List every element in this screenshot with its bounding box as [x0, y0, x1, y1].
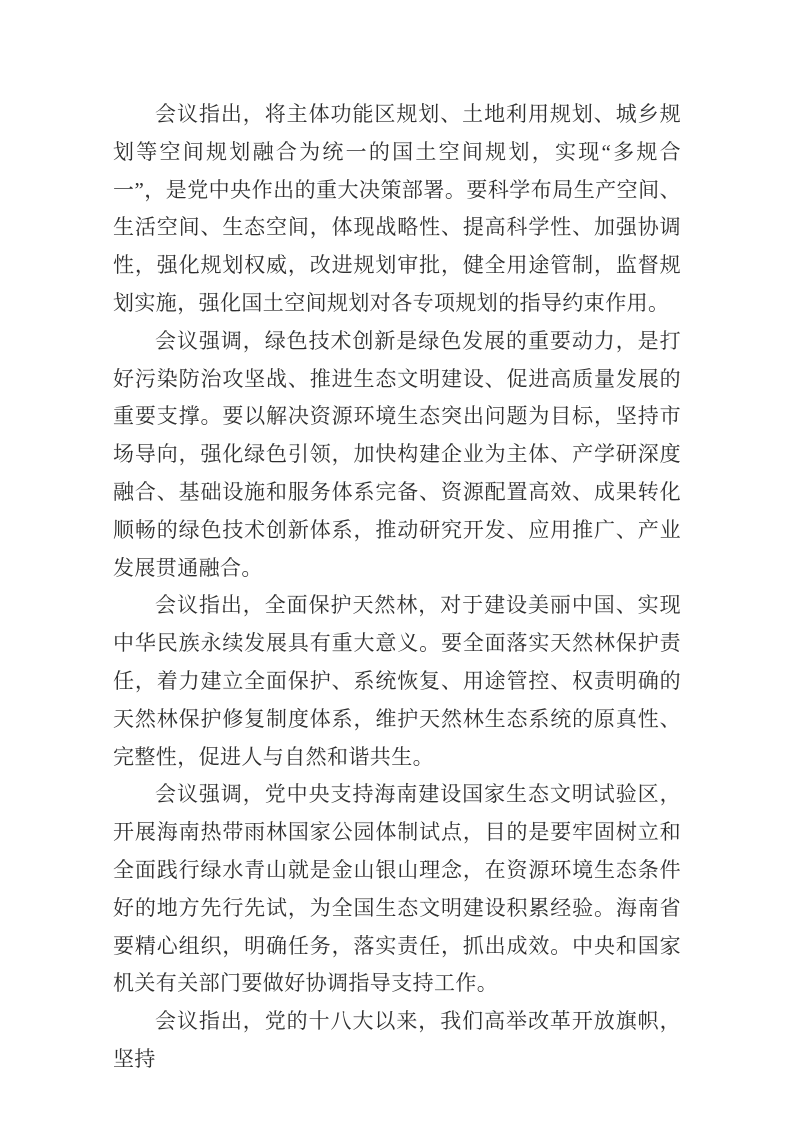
paragraph-5-truncated: 会议指出，党的十八大以来，我们高举改革开放旗帜，坚持: [113, 1009, 681, 1071]
paragraph-2: 会议强调，绿色技术创新是绿色发展的重要动力，是打好污染防治攻坚战、推进生态文明建设、促进高质量发展的重要支撑。要以解决资源环境生态突出问题为目标，坚持市场导向，强化绿色引领，加快构建企业为主体、产学研深度融合、基础设施和服务体系完备、资源配置高效、成果转化顺畅的绿色技术创新体系，推动研究开发、应用推广、产业发展贯通融合。: [113, 328, 681, 580]
paragraph-4: 会议强调，党中央支持海南建设国家生态文明试验区，开展海南热带雨林国家公园体制试点，目的是要牢固树立和全面践行绿水青山就是金山银山理念，在资源环境生态条件好的地方先行先试，为全国生态文明建设积累经验。海南省要精心组织，明确任务，落实责任，抓出成效。中央和国家机关有关部门要做好协调指导支持工作。: [113, 782, 681, 996]
paragraph-1: 会议指出，将主体功能区规划、土地利用规划、城乡规划等空间规划融合为统一的国土空间规划，实现“多规合一”，是党中央作出的重大决策部署。要科学布局生产空间、生活空间、生态空间，体现战略性、提高科学性、加强协调性，强化规划权威，改进规划审批，健全用途管制，监督规划实施，强化国土空间规划对各专项规划的指导约束作用。: [113, 102, 681, 315]
document-body: [113, 96, 681, 1079]
paragraph-3: 会议指出，全面保护天然林，对于建设美丽中国、实现中华民族永续发展具有重大意义。要全面落实天然林保护责任，着力建立全面保护、系统恢复、用途管控、权责明确的天然林保护修复制度体系，维护天然林生态系统的原真性、完整性，促进人与自然和谐共生。: [113, 593, 681, 769]
